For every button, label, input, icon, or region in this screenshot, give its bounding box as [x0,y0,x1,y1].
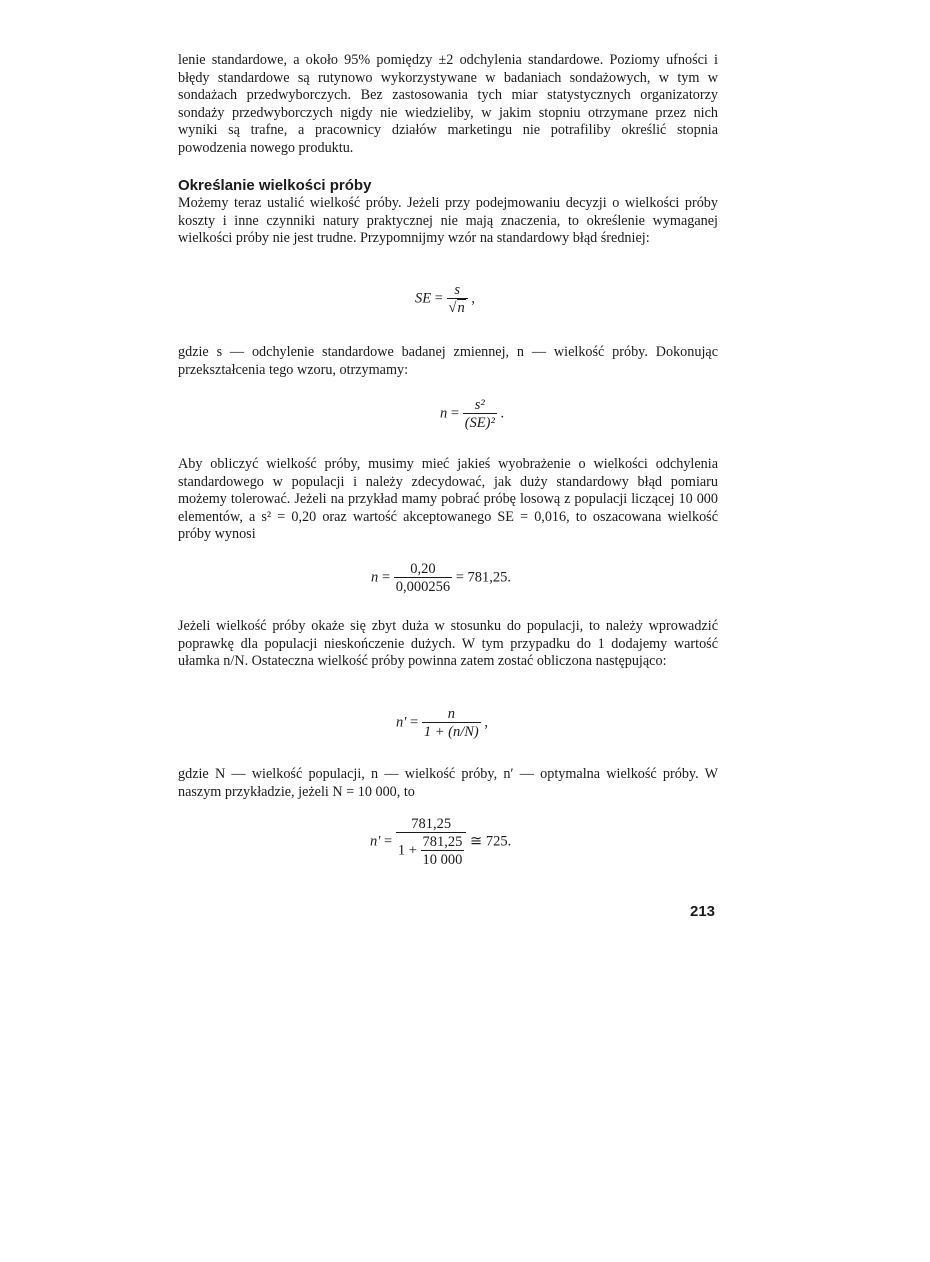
eq-n-fraction [463,397,497,431]
eq-se-fraction: $\frac{s}{√n}$ [447,282,468,316]
eq-final-lhs: n′ [370,833,381,850]
eq-nprime-equals: = [410,714,419,731]
eq-final-inner-numerator: 781,25 [422,834,463,850]
eq-final-equals: = [384,833,393,850]
eq-final-result: ≅ 725. [470,833,512,850]
section-heading: Określanie wielkości próby [178,177,372,194]
eq-se-equals: = [434,290,443,307]
paragraph-definitions-1: gdzie s — odchylenie standardowe badanej zmiennej, n — wielkość próby. Dokonując przekształcenia tego wzoru, otrzymamy: [178,344,718,378]
eq-final-inner-fraction [421,834,465,868]
eq-n-lhs: n [440,405,448,422]
eq-n-numerator: s² [474,397,485,413]
eq-calc-fraction [394,561,452,595]
eq-nprime-fraction [422,706,481,740]
eq-se-lhs: SE [415,290,432,307]
eq-nprime-lhs: n′ [396,714,407,731]
eq-nprime-tail: , [484,714,489,731]
eq-calc-numerator: 0,20 [394,561,452,578]
eq-nprime-numerator: n [447,706,455,722]
equation-standard-error [415,282,475,316]
paragraph-definitions-2: gdzie N — wielkość populacji, n — wielkość próby, n′ — optymalna wielkość próby. W naszym przykładzie, jeżeli N = 10 000, to [178,766,718,800]
paragraph-sample-size: Możemy teraz ustalić wielkość próby. Jeżeli przy podejmowaniu decyzji o wielkości próby koszty i inne czynniki natury praktycznej nie mają znaczenia, to określenie wymaganej wielkości próby nie jest trudne. Przypomnijmy wzór na standardowy błąd średniej: [178,195,718,247]
eq-n-denominator: (SE)² [464,415,495,431]
eq-calc-equals: = [381,569,391,586]
equation-n [440,397,504,431]
eq-calc-lhs: n [371,569,379,586]
equation-final [370,816,511,868]
eq-calc-denominator: 0,000256 [395,579,451,595]
eq-se-tail: , [471,290,476,307]
eq-final-denominator [396,833,467,868]
eq-se-numerator: s [454,282,460,298]
paragraph-correction: Jeżeli wielkość próby okaże się zbyt duża w stosunku do populacji, to należy wprowadzić poprawkę dla populacji nieskończenie dużych. W tym przypadku do 1 dodajemy wartość ułamka n/N. Ostateczna wielkość próby powinna zatem zostać obliczona następująco: [178,618,718,670]
eq-calc-result: = 781,25. [455,569,511,586]
eq-nprime-denominator: 1 + (n/N) [423,724,479,740]
page-number: 213 [690,903,716,920]
eq-final-fraction [396,816,467,868]
paragraph-example: Aby obliczyć wielkość próby, musimy mieć jakieś wyobrażenie o wielkości odchylenia standardowego w populacji i należy zdecydować, jak duży standardowy błąd pomiaru możemy tolerować. Jeżeli na przykład mamy pobrać próbę losową z populacji liczącej 10 000 elementów, a s² = 0,20 oraz wartość akceptowanego SE = 0,016, to oszacowana wielkość próby wynosi [178,456,718,543]
eq-final-inner-denominator: 10 000 [422,852,463,868]
eq-n-equals: = [450,405,460,422]
eq-final-numerator: 781,25 [396,816,467,833]
eq-final-den-left: 1 + [397,842,417,859]
equation-calculation [371,561,511,595]
eq-se-denominator: n [457,300,465,316]
eq-n-tail: . [500,405,505,422]
paragraph-intro: lenie standardowe, a około 95% pomiędzy ±2 odchylenia standardowe. Poziomy ufności i błędy standardowe są rutynowo wykorzystywane w badaniach sondażowych, w tym w sondażach przedwyborczych. Bez zastosowania tych miar statystycznych organizatorzy sondaży przedwyborczych nigdy nie wiedzieliby, w jakim stopniu otrzymane przez nich wyniki są trafne, a pracownicy działów marketingu nie potrafiliby określić stopnia powodzenia nowego produktu. [178,52,718,156]
equation-n-prime [396,706,488,740]
